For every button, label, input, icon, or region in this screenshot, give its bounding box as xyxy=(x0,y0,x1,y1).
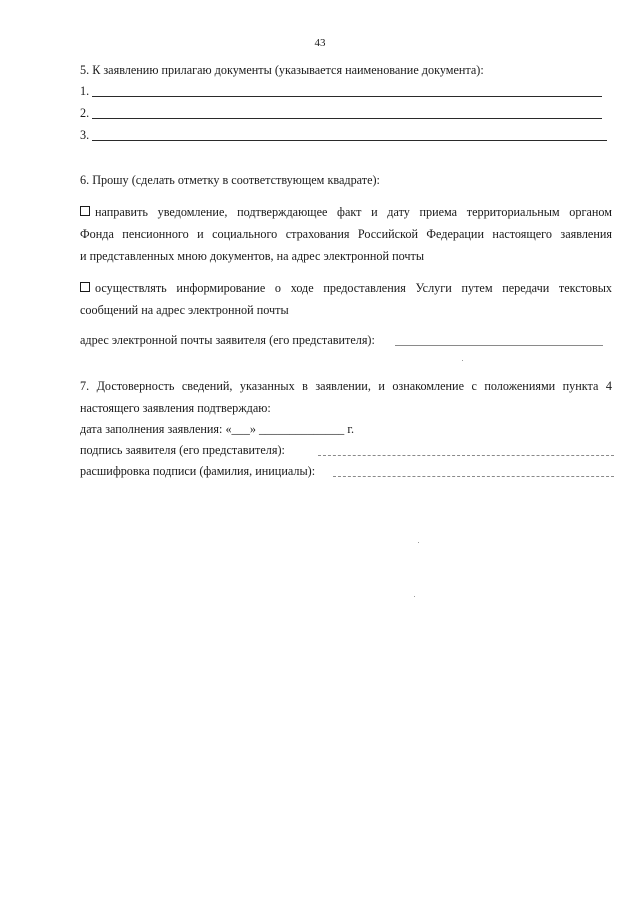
attachment-item-2-line[interactable] xyxy=(92,118,602,119)
signature-label: подпись заявителя (его представителя): xyxy=(80,443,285,457)
option-notify-text-1: направить уведомление, подтверждающее факт и дату приема территориальным органом xyxy=(95,205,612,219)
section-6-heading: 6. Прошу (сделать отметку в соответствующем квадрате): xyxy=(80,173,380,187)
notify-checkbox[interactable] xyxy=(80,206,90,216)
scan-speck xyxy=(462,360,463,361)
attachment-item-3-label: 3. xyxy=(80,128,90,142)
email-label: адрес электронной почты заявителя (его представителя): xyxy=(80,333,375,347)
scan-speck xyxy=(418,542,419,543)
option-notify-line-2: Фонда пенсионного и социального страхования Российской Федерации настоящего заявления xyxy=(80,227,612,241)
option-inform-line-1 xyxy=(80,281,612,295)
attachment-item-1-label: 1. xyxy=(80,84,90,98)
section-7-line-2: настоящего заявления подтверждаю: xyxy=(80,401,271,415)
attachment-item-2-label: 2. xyxy=(80,106,90,120)
option-inform-text-1: осуществлять информирование о ходе предоставления Услуги путем передачи текстовых xyxy=(95,281,612,295)
page-number: 43 xyxy=(314,37,326,49)
option-inform-line-2: сообщений на адрес электронной почты xyxy=(80,303,289,317)
date-field[interactable]: дата заполнения заявления: «___» ______________ г. xyxy=(80,422,354,436)
section-7-line-1: 7. Достоверность сведений, указанных в заявлении, и ознакомление с положениями пункта 4 xyxy=(80,379,612,393)
signature-field-line[interactable] xyxy=(318,455,614,456)
section-5-heading: 5. К заявлению прилагаю документы (указывается наименование документа): xyxy=(80,63,484,77)
option-notify-line-1 xyxy=(80,205,612,219)
decode-label: расшифровка подписи (фамилия, инициалы): xyxy=(80,464,316,478)
scan-speck xyxy=(414,596,415,597)
attachment-item-1-line[interactable] xyxy=(92,96,602,97)
attachment-item-3-line[interactable] xyxy=(92,140,607,141)
option-notify-line-3: и представленных мною документов, на адрес электронной почты xyxy=(80,249,425,263)
inform-checkbox[interactable] xyxy=(80,282,90,292)
decode-field-line[interactable] xyxy=(333,476,614,477)
email-field-line[interactable] xyxy=(395,345,603,346)
